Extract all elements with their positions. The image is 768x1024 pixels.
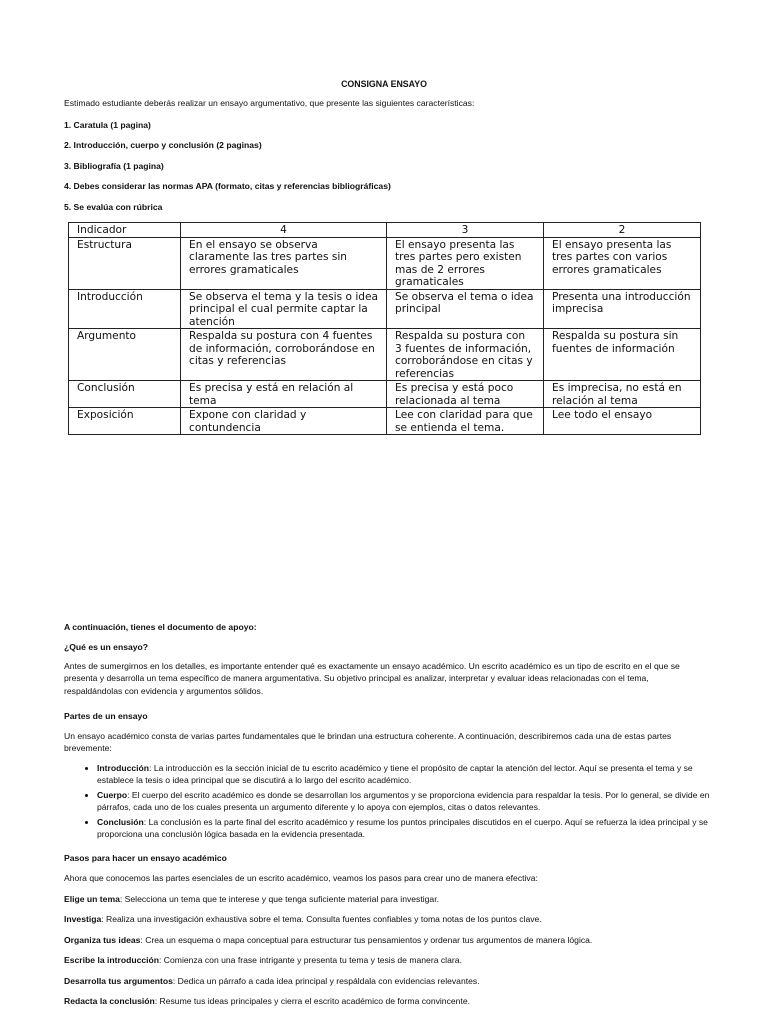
step-text: : Comienza con una frase intrigante y presenta tu tema y tesis de manera clara. [159, 955, 462, 965]
rubric-indicator: Estructura [69, 237, 181, 289]
document-title: CONSIGNA ENSAYO [341, 79, 427, 89]
requirement-1: 1. Caratula (1 pagina) [64, 120, 151, 130]
step-text: : Resume tus ideas principales y cierra el escrito académico de forma convincente. [154, 996, 470, 1006]
rubric-header-score-2: 2 [544, 223, 701, 238]
rubric-cell-2: Es imprecisa, no está en relación al tema [544, 381, 701, 408]
rubric-indicator: Introducción [69, 289, 181, 329]
steps-text: Ahora que conocemos las partes esenciales de un escrito académico, veamos los pasos para crear uno de manera efectiva: [64, 873, 538, 883]
step-6 [64, 995, 704, 1007]
rubric-cell-3: Es precisa y está poco relacionada al tema [387, 381, 544, 408]
rubric-table [68, 222, 701, 435]
rubric-header-score-4: 4 [181, 223, 387, 238]
step-2 [64, 913, 704, 925]
part-term: Cuerpo [97, 789, 128, 800]
rubric-row-exposicion [69, 408, 701, 435]
list-item [97, 816, 721, 841]
list-item [97, 789, 721, 814]
rubric-cell-2: Presenta una introducción imprecisa [544, 289, 701, 329]
rubric-row-conclusion [69, 381, 701, 408]
rubric-cell-3: El ensayo presenta las tres partes pero existen mas de 2 errores gramaticales [387, 237, 544, 289]
rubric-cell-2: El ensayo presenta las tres partes con varios errores gramaticales [544, 237, 701, 289]
rubric-indicator: Argumento [69, 329, 181, 381]
what-is-essay-heading: ¿Qué es un ensayo? [64, 642, 149, 652]
rubric-cell-3: Respalda su postura con 3 fuentes de información, corroborándose en citas y referencias [387, 329, 544, 381]
parts-text: Un ensayo académico consta de varias partes fundamentales que le brindan una estructura coherente. A continuación, describiremos cada una de estas partes brevemente: [64, 731, 672, 754]
step-1 [64, 893, 704, 905]
what-is-essay-text: Antes de sumergirnos en los detalles, es importante entender qué es exactamente un ensayo académico. Un escrito académico es un tipo de escrito en el que se presenta y desarrolla un tema específico de manera argumentativa. Su objetivo principal es analizar, interpretar y evaluar ideas relacionadas con el tema, respaldándolas con evidencia y argumentos sólidos. [64, 661, 680, 696]
rubric-header-score-3: 3 [387, 223, 544, 238]
rubric-cell-2: Respalda su postura sin fuentes de información [544, 329, 701, 381]
rubric-cell-4: Es precisa y está en relación al tema [181, 381, 387, 408]
part-term: Introducción [97, 763, 150, 773]
rubric-row-argumento [69, 329, 701, 381]
step-text: : Dedica un párrafo a cada idea principal y respáldala con evidencias relevantes. [172, 976, 480, 986]
rubric-indicator: Conclusión [69, 381, 181, 408]
steps-heading: Pasos para hacer un ensayo académico [64, 853, 227, 863]
rubric-cell-4: Respalda su postura con 4 fuentes de información, corroborándose en citas y referencias [181, 329, 387, 381]
requirement-2: 2. Introducción, cuerpo y conclusión (2 paginas) [64, 140, 262, 150]
rubric-cell-2: Lee todo el ensayo [544, 408, 701, 435]
step-term: Elige un tema [64, 894, 120, 904]
rubric-cell-3: Lee con claridad para que se entienda el tema. [387, 408, 544, 435]
rubric-indicator: Exposición [69, 408, 181, 435]
requirement-3: 3. Bibliografía (1 pagina) [64, 161, 164, 171]
step-term: Escribe la introducción [64, 955, 160, 965]
step-text: : Selecciona un tema que te interese y que tenga suficiente material para investigar. [119, 894, 439, 904]
step-3 [64, 934, 704, 946]
list-item [97, 762, 721, 787]
intro-text: Estimado estudiante deberás realizar un ensayo argumentativo, que presente las siguientes características: [64, 98, 475, 108]
rubric-cell-4: Se observa el tema y la tesis o idea principal el cual permite captar la atención [181, 289, 387, 329]
support-heading: A continuación, tienes el documento de apoyo: [64, 622, 257, 632]
part-text: : El cuerpo del escrito académico es donde se desarrollan los argumentos y se proporciona evidencia para respaldar la tesis. Por lo general, se divide en párrafos, cada uno de los cuales presenta un argumento diferente y lo apoya con ejemplos, citas o datos relevantes. [97, 789, 710, 813]
part-term: Conclusión [97, 816, 144, 827]
parts-list [80, 762, 721, 842]
step-term: Redacta la conclusión [64, 996, 155, 1006]
part-text: : La introducción es la sección inicial de tu escrito académico y tiene el propósito de captar la atención del lector. Aquí se presenta el tema y se establece la tesis o idea principal que se discutirá a lo largo del escrito académico. [97, 763, 693, 786]
requirement-4: 4. Debes considerar las normas APA (formato, citas y referencias bibliográficas) [64, 181, 391, 191]
rubric-header-row [69, 223, 701, 238]
rubric-cell-4: En el ensayo se observa claramente las tres partes sin errores gramaticales [181, 237, 387, 289]
step-term: Desarrolla tus argumentos [64, 976, 173, 986]
requirement-5: 5. Se evalúa con rúbrica [64, 202, 163, 212]
rubric-row-estructura [69, 237, 701, 289]
rubric-row-introduccion [69, 289, 701, 329]
parts-heading: Partes de un ensayo [64, 711, 148, 721]
step-term: Investiga [64, 914, 102, 924]
step-5 [64, 975, 704, 987]
step-4 [64, 954, 704, 966]
part-text: : La conclusión es la parte final del escrito académico y resume los puntos principales discutidos en el cuerpo. Aquí se refuerza la idea principal y se proporciona una conclusión lógica basada en la evidencia presentada. [97, 816, 708, 840]
rubric-cell-3: Se observa el tema o idea principal [387, 289, 544, 329]
step-text: : Realiza una investigación exhaustiva sobre el tema. Consulta fuentes confiables y toma notas de los puntos clave. [101, 914, 542, 924]
rubric-cell-4: Expone con claridad y contundencia [181, 408, 387, 435]
step-text: : Crea un esquema o mapa conceptual para estructurar tus pensamientos y ordenar tus argumentos de manera lógica. [140, 935, 593, 945]
step-term: Organiza tus ideas [64, 935, 141, 945]
rubric-header-indicator: Indicador [69, 223, 181, 238]
